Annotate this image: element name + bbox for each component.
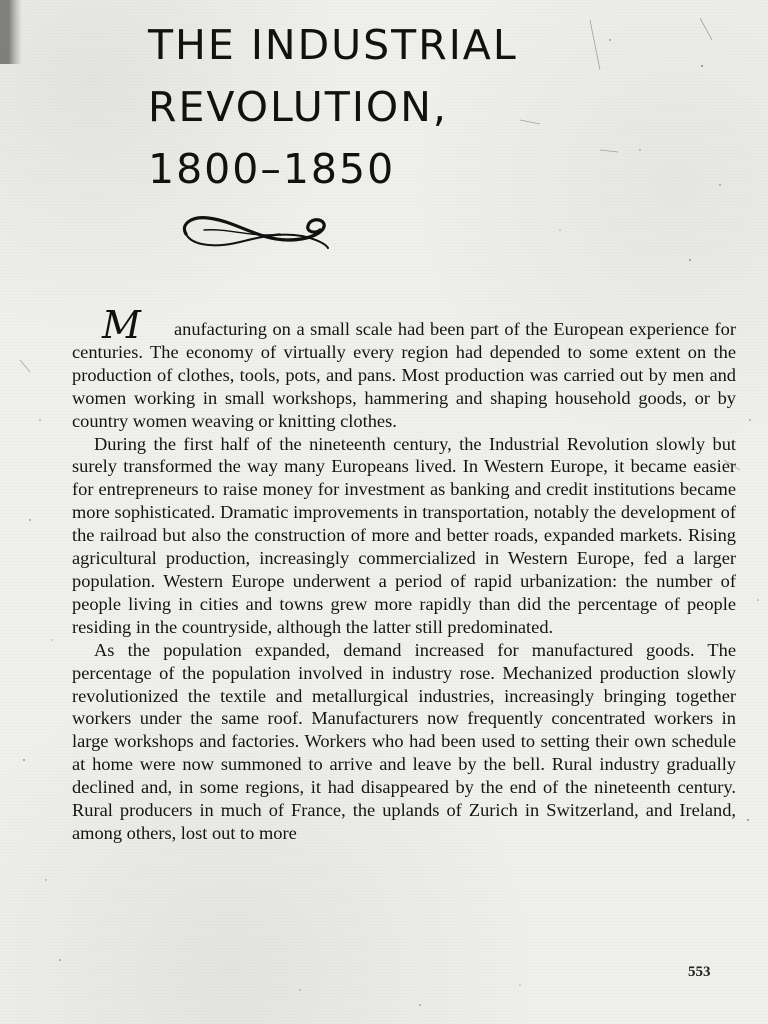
chapter-title-line-3: 1800–1850 — [148, 145, 396, 193]
scan-edge-shadow — [0, 0, 22, 64]
drop-cap: M — [102, 303, 141, 347]
paragraph-1: anufacturing on a small scale had been part of the European experience for centuries. The economy of virtually every region had depended to some extent on the production of clothes, tools, pots, and pans. Most production was carried out by men and women working in small workshops, hammering and shaping household goods, or by country women weaving or knitting clothes. — [72, 319, 736, 431]
chapter-title — [148, 14, 518, 200]
paragraph-3: As the population expanded, demand increased for manufactured goods. The percentage of the population involved in industry rose. Mechanized production slowly revolutionized the textile and metallurgical industries, increasingly bringing together workers under the same roof. Manufacturers now frequently concentrated workers in large workshops and factories. Workers who had been used to setting their own schedule at home were now summoned to arrive and leave by the bell. Rural industry gradually declined and, in some regions, it had disappeared by the end of the nineteenth century. Rural producers in much of France, the uplands of Zurich in Switzerland, and Ireland, among others, lost out to more — [72, 639, 736, 843]
body-text — [72, 318, 736, 845]
page-number: 553 — [688, 964, 711, 980]
chapter-title-line-2: REVOLUTION, — [148, 83, 448, 131]
title-flourish-ornament — [176, 210, 334, 256]
chapter-title-line-1: THE INDUSTRIAL — [148, 21, 518, 69]
paragraph-2: During the first half of the nineteenth century, the Industrial Revolution slowly but surely transformed the way many Europeans lived. In Western Europe, it became easier for entrepreneurs to raise money for investment as banking and credit institutions became more sophisticated. Dramatic improvements in transportation, notably the development of the railroad but also the construction of more and better roads, expanded markets. Rising agricultural production, increasingly commercialized in Western Europe, fed a larger population. Western Europe underwent a period of rapid urbanization: the number of people living in cities and towns grew more rapidly than did the percentage of people residing in the countryside, although the latter still predominated. — [72, 433, 736, 637]
